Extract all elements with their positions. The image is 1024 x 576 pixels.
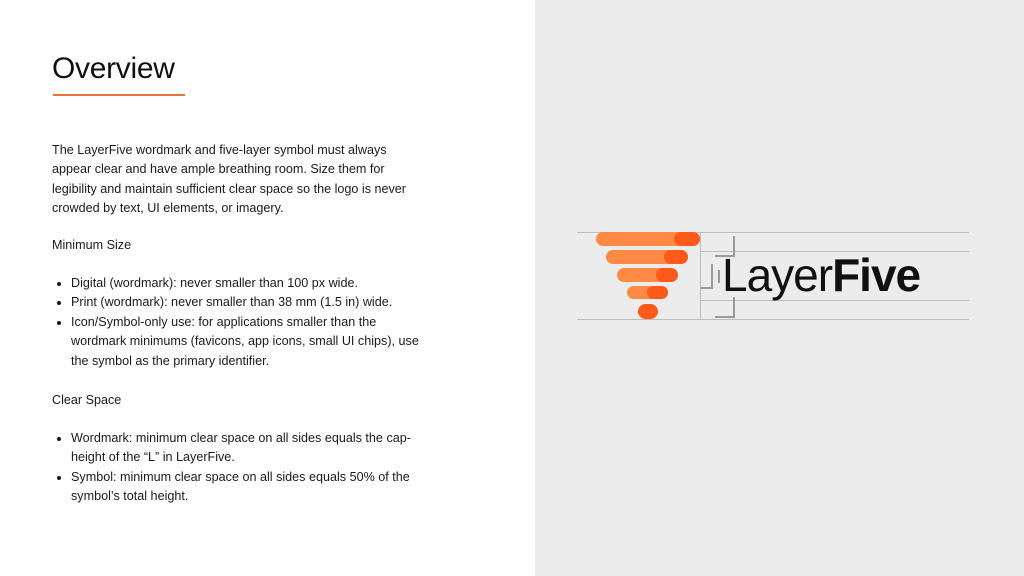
layer-4-tip	[647, 286, 668, 299]
list-item: • Print (wordmark): never smaller than 38 mm (1.5 in) wide.	[71, 293, 431, 312]
corner-mark-left	[701, 264, 712, 288]
layer-2-tip	[664, 250, 688, 264]
page-title: Overview	[52, 52, 175, 85]
wordmark-bold: Five	[832, 249, 921, 301]
section-heading-minimum-size: Minimum Size	[52, 238, 132, 252]
layer-3-tip	[656, 268, 678, 282]
section-heading-clear-space: Clear Space	[52, 393, 122, 407]
list-item: • Symbol: minimum clear space on all sides equals 50% of the symbol’s total height.	[71, 468, 431, 507]
wordmark-regular: Layer	[722, 249, 833, 301]
list-item: • Wordmark: minimum clear space on all sides equals the cap-height of the “L” in LayerFive.	[71, 429, 431, 468]
layer-1-tip	[674, 232, 700, 246]
five-layer-funnel-icon	[596, 232, 700, 319]
list-item: • Icon/Symbol-only use: for applications smaller than the wordmark minimums (favicons, app icons, small UI chips), use the symbol as the primary identifier.	[71, 313, 431, 371]
layer-5	[638, 304, 658, 319]
list-item: • Digital (wordmark): never smaller than 100 px wide.	[71, 274, 431, 293]
intro-paragraph: The LayerFive wordmark and five-layer symbol must always appear clear and have ample breathing room. Size them for legibility and maintain sufficient clear space so the logo is never crowded by text, UI elements, or imagery.	[52, 143, 406, 216]
layerfive-wordmark	[722, 249, 920, 301]
